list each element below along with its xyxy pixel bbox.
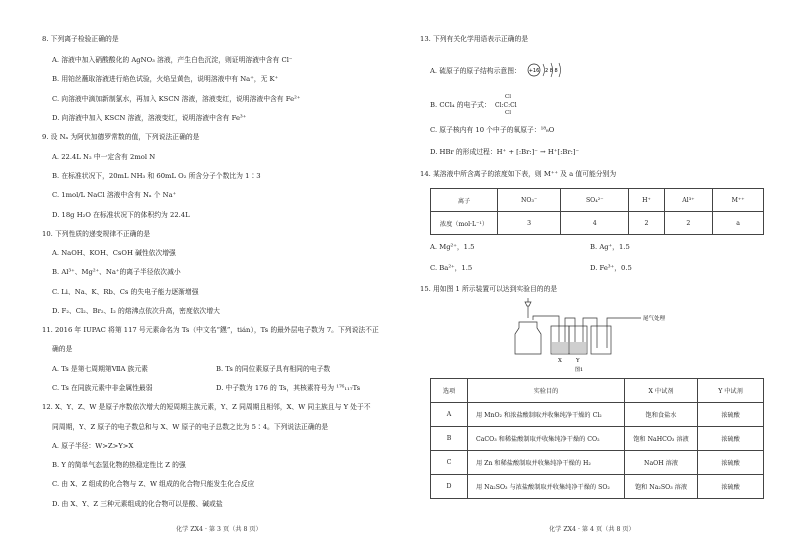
q14-option-b: B. Ag⁺，1.5 (590, 243, 630, 251)
table-row (431, 403, 764, 427)
q8-option-b: B. 用铂丝蘸取溶液进行焰色试验，火焰呈黄色，说明溶液中有 Na⁺，无 K⁺ (52, 75, 279, 83)
table-row (431, 451, 764, 475)
table-row (431, 189, 764, 212)
value-cell: 2 (664, 212, 712, 235)
q11-option-c: C. Ts 在同族元素中非金属性最弱 (52, 384, 153, 392)
sulfur-atom-diagram (525, 58, 573, 82)
question-13-stem: 13. 下列有关化学用语表示正确的是 (420, 35, 529, 43)
table-cell: 浓硫酸 (698, 403, 764, 427)
q10-option-b: B. Al³⁺、Mg²⁺、Na⁺的离子半径依次减小 (52, 268, 181, 276)
table-header-row (431, 379, 764, 403)
ion-cell: Al³⁺ (664, 189, 712, 212)
q8-option-c: C. 向溶液中滴加新制氯水，再加入 KSCN 溶液，溶液变红，说明溶液中含有 Fe²⁺ (52, 95, 301, 103)
bottle-x-label: X (558, 358, 562, 364)
question-11-stem-line1: 11. 2016 年 IUPAC 将第 117 号元素命名为 Ts（中文名“𨭆”，tián），Ts 的最外层电子数为 7。下列说法不正 (42, 326, 379, 334)
experiment-options-table (430, 378, 764, 499)
question-12-stem-line2: 同周期，Y、Z 原子的电子数总和与 X、W 原子的电子总数之比为 5∶4。下列说法正确的是 (52, 423, 329, 431)
ion-cell: H⁺ (629, 189, 664, 212)
q9-option-d: D. 18g H₂O 在标准状况下的体积约为 22.4L (52, 211, 190, 219)
table-row (431, 212, 764, 235)
table-row (431, 427, 764, 451)
q14-option-a: A. Mg²⁺，1.5 (430, 243, 475, 251)
q13-option-c: C. 原子核内有 10 个中子的氧原子：¹⁸₈O (430, 126, 555, 134)
table-cell: 饱和 Na₂SO₃ 溶液 (625, 475, 698, 499)
table-header-cell: 离子 (431, 189, 498, 212)
q10-option-a: A. NaOH、KOH、CsOH 碱性依次增强 (52, 249, 176, 257)
value-cell: 4 (561, 212, 629, 235)
q9-option-a: A. 22.4L N₂ 中一定含有 2mol N (52, 153, 156, 161)
ccl4-bottom-cl: Cl (505, 110, 511, 116)
question-15-stem: 15. 用如图 1 所示装置可以达到实验目的的是 (420, 285, 558, 293)
page-footer-right: 化学 ZX4 · 第 4 页（共 8 页） (549, 526, 635, 533)
experiment-apparatus-figure (513, 296, 713, 372)
question-10-stem: 10. 下列性质的递变规律不正确的是 (42, 230, 151, 238)
table-header-cell: 浓度（mol·L⁻¹） (431, 212, 498, 235)
table-cell: A (431, 403, 468, 427)
table-header-cell: 实验目的 (468, 379, 625, 403)
q12-option-c: C. 由 X、Z 组成的化合物与 Z、W 组成的化合物只能发生化合反应 (52, 480, 255, 488)
value-cell: a (713, 212, 764, 235)
tail-gas-label: 尾气处理 (643, 316, 666, 322)
question-11-stem-line2: 确的是 (52, 345, 73, 353)
atom-nucleus-label: +16 (528, 68, 540, 74)
q10-option-d: D. F₂、Cl₂、Br₂、I₂ 的熔沸点依次升高，密度依次增大 (52, 307, 220, 315)
q13-option-b: B. CCl₄ 的电子式： (430, 101, 491, 109)
page-footer-left: 化学 ZX4 · 第 3 页（共 8 页） (176, 526, 262, 533)
q12-option-b: B. Y 的简单气态氢化物的热稳定性比 Z 的强 (52, 461, 186, 469)
q9-option-c: C. 1mol/L NaCl 溶液中含有 Nₐ 个 Na⁺ (52, 191, 177, 199)
table-cell: 饱和 NaHCO₃ 溶液 (625, 427, 698, 451)
value-cell: 3 (498, 212, 561, 235)
table-cell: 浓硫酸 (698, 475, 764, 499)
q13-option-a: A. 硫原子的原子结构示意图： (430, 67, 521, 75)
table-cell: 浓硫酸 (698, 427, 764, 451)
table-cell: 用 Zn 和稀盐酸制取并收集纯净干燥的 H₂ (468, 451, 625, 475)
q8-option-a: A. 溶液中加入硝酸酸化的 AgNO₃ 溶液，产生白色沉淀，则证明溶液中含有 Cl⁻ (52, 56, 293, 64)
table-cell: D (431, 475, 468, 499)
table-row (431, 475, 764, 499)
q10-option-c: C. Li、Na、K、Rb、Cs 的失电子能力逐渐增强 (52, 288, 199, 296)
ccl4-top-cl: Cl (505, 94, 511, 100)
table-header-cell: Y 中试剂 (698, 379, 764, 403)
question-14-stem: 14. 某溶液中所含离子的浓度如下表，则 M⁺⁺ 及 a 值可能分别为 (420, 170, 617, 178)
figure-caption: 图1 (575, 367, 584, 372)
table-cell: B (431, 427, 468, 451)
question-9-stem: 9. 设 Nₐ 为阿伏加德罗常数的值，下列说法正确的是 (42, 133, 200, 141)
table-cell: 用 Na₂SO₃ 与浓盐酸制取并收集纯净干燥的 SO₂ (468, 475, 625, 499)
ion-concentration-table (430, 188, 764, 235)
ion-cell: NO₃⁻ (498, 189, 561, 212)
bottle-y-label: Y (576, 358, 580, 364)
ion-cell: SO₄²⁻ (561, 189, 629, 212)
q14-option-c: C. Ba²⁺，1.5 (430, 264, 473, 272)
table-cell: 用 MnO₂ 和浓盐酸制取并收集纯净干燥的 Cl₂ (468, 403, 625, 427)
q12-option-d: D. 由 X、Y、Z 三种元素组成的化合物可以是酸、碱或盐 (52, 500, 223, 508)
q9-option-b: B. 在标准状况下，20mL NH₃ 和 60mL O₂ 所含分子个数比为 1∶3 (52, 172, 261, 180)
q11-option-a: A. Ts 是第七周期第ⅦA 族元素 (52, 365, 148, 373)
table-cell: 饱和食盐水 (625, 403, 698, 427)
table-cell: C (431, 451, 468, 475)
q8-option-d: D. 向溶液中加入 KSCN 溶液，溶液变红，说明溶液中含有 Fe³⁺ (52, 114, 247, 122)
right-page (397, 0, 794, 544)
q11-option-b: B. Ts 的同位素原子具有相同的电子数 (216, 365, 331, 373)
question-12-stem-line1: 12. X、Y、Z、W 是原子序数依次增大的短周期主族元素，Y、Z 同周期且相邻，X、W 同主族且与 Y 处于不 (42, 403, 371, 411)
q13-option-d: D. HBr 的形成过程：H⁺ + [:Br:]⁻ → H⁺[:Br:]⁻ (430, 148, 580, 156)
table-cell: NaOH 溶液 (625, 451, 698, 475)
table-header-cell: 选项 (431, 379, 468, 403)
q11-option-d: D. 中子数为 176 的 Ts，其核素符号为 ¹⁷⁶₁₁₇Ts (216, 384, 361, 392)
q12-option-a: A. 原子半径：W>Z>Y>X (52, 442, 134, 450)
table-cell: CaCO₃ 和稀盐酸制取并收集纯净干燥的 CO₂ (468, 427, 625, 451)
atom-shell-electrons: 2 8 8 (545, 68, 558, 74)
question-8-stem: 8. 下列离子检验正确的是 (42, 35, 119, 43)
ccl4-electron-formula: Cl:C:Cl (495, 102, 517, 109)
q14-option-d: D. Fe³⁺，0.5 (590, 264, 632, 272)
table-cell: 浓硫酸 (698, 451, 764, 475)
table-header-cell: X 中试剂 (625, 379, 698, 403)
value-cell: 2 (629, 212, 664, 235)
ion-cell: M⁺⁺ (713, 189, 764, 212)
